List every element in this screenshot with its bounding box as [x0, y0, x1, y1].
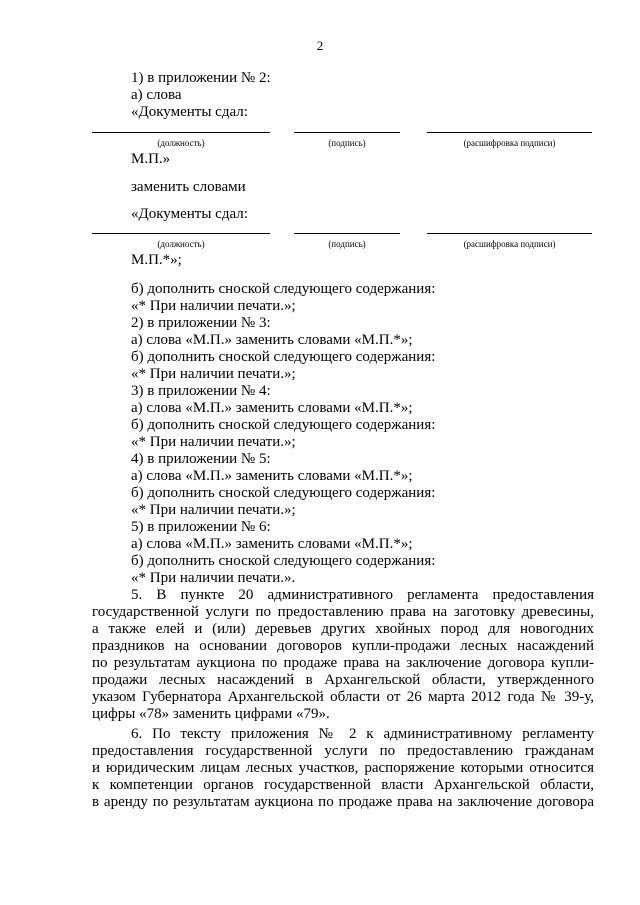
paragraph-5-line: по результатам аукциона по продаже права на заключение договора купли- — [92, 655, 594, 671]
list-line: б) дополнить сноской следующего содержания: — [131, 485, 436, 501]
decoding-line — [427, 132, 592, 133]
paragraph-5-first-line: 5. В пункте 20 административного регламента предоставления — [131, 587, 594, 603]
docs-handed-label: «Документы сдал: — [131, 104, 248, 120]
paragraph-6-first-line: 6. По тексту приложения № 2 к административному регламенту — [131, 726, 594, 742]
list-line: 4) в приложении № 5: — [131, 451, 271, 467]
signature-caption: (подпись) — [328, 239, 366, 249]
list-line: а) слова «М.П.» заменить словами «М.П.*»; — [131, 536, 413, 552]
list-line: а) слова «М.П.» заменить словами «М.П.*»; — [131, 332, 413, 348]
list-line: «* При наличии печати.»; — [131, 298, 296, 314]
list-line: б) дополнить сноской следующего содержания: — [131, 417, 436, 433]
position-line — [92, 233, 270, 234]
stamp-mark-1: М.П.» — [131, 151, 171, 167]
decoding-line — [427, 233, 592, 234]
item-1-heading: 1) в приложении № 2: — [131, 70, 271, 86]
page-number: 2 — [316, 38, 324, 53]
signature-line — [294, 132, 400, 133]
list-line: а) слова «М.П.» заменить словами «М.П.*»; — [131, 400, 413, 416]
paragraph-6-line: и юридическим лицам лесных участков, распоряжение которыми относится — [92, 760, 594, 776]
paragraph-5-line: цифры «78» заменить цифрами «79». — [92, 706, 330, 722]
paragraph-6-line: в аренду по результатам аукциона по продаже права на заключение договора — [92, 794, 594, 810]
list-line: 5) в приложении № 6: — [131, 519, 271, 535]
list-line: «* При наличии печати.». — [131, 570, 296, 586]
paragraph-6-line: предоставления государственной услуги по предоставлению гражданам — [92, 743, 594, 759]
item-a-words: а) слова — [131, 87, 182, 103]
paragraph-6-line: к компетенции органов государственной власти Архангельской области, — [92, 777, 594, 793]
list-line: «* При наличии печати.»; — [131, 434, 296, 450]
list-line: б) дополнить сноской следующего содержания: — [131, 281, 436, 297]
list-line: «* При наличии печати.»; — [131, 502, 296, 518]
list-line: б) дополнить сноской следующего содержания: — [131, 553, 436, 569]
decoding-caption: (расшифровка подписи) — [463, 239, 556, 249]
paragraph-5-line: продажи лесных насаждений в Архангельской области, утвержденного — [92, 672, 594, 688]
replace-words-text: заменить словами — [131, 179, 246, 195]
position-line — [92, 132, 270, 133]
list-line: б) дополнить сноской следующего содержания: — [131, 349, 436, 365]
position-caption: (должность) — [157, 138, 205, 148]
list-line: а) слова «М.П.» заменить словами «М.П.*»; — [131, 468, 413, 484]
list-line: «* При наличии печати.»; — [131, 366, 296, 382]
list-line: 2) в приложении № 3: — [131, 315, 271, 331]
signature-line — [294, 233, 400, 234]
paragraph-5-line: а также елей и (или) деревьев других хвойных пород для новогодних — [92, 621, 594, 637]
paragraph-5-line: указом Губернатора Архангельской области от 26 марта 2012 года № 39-у, — [92, 689, 594, 705]
paragraph-5-line: государственной услуги по предоставлению права на заготовку древесины, — [92, 604, 594, 620]
paragraph-5-line: праздников на основании договоров купли-продажи лесных насаждений — [92, 638, 594, 654]
docs-handed-label-2: «Документы сдал: — [131, 206, 248, 222]
position-caption: (должность) — [157, 239, 205, 249]
signature-caption: (подпись) — [328, 138, 366, 148]
decoding-caption: (расшифровка подписи) — [463, 138, 556, 148]
list-line: 3) в приложении № 4: — [131, 383, 271, 399]
stamp-mark-2: М.П.*»; — [131, 252, 182, 268]
